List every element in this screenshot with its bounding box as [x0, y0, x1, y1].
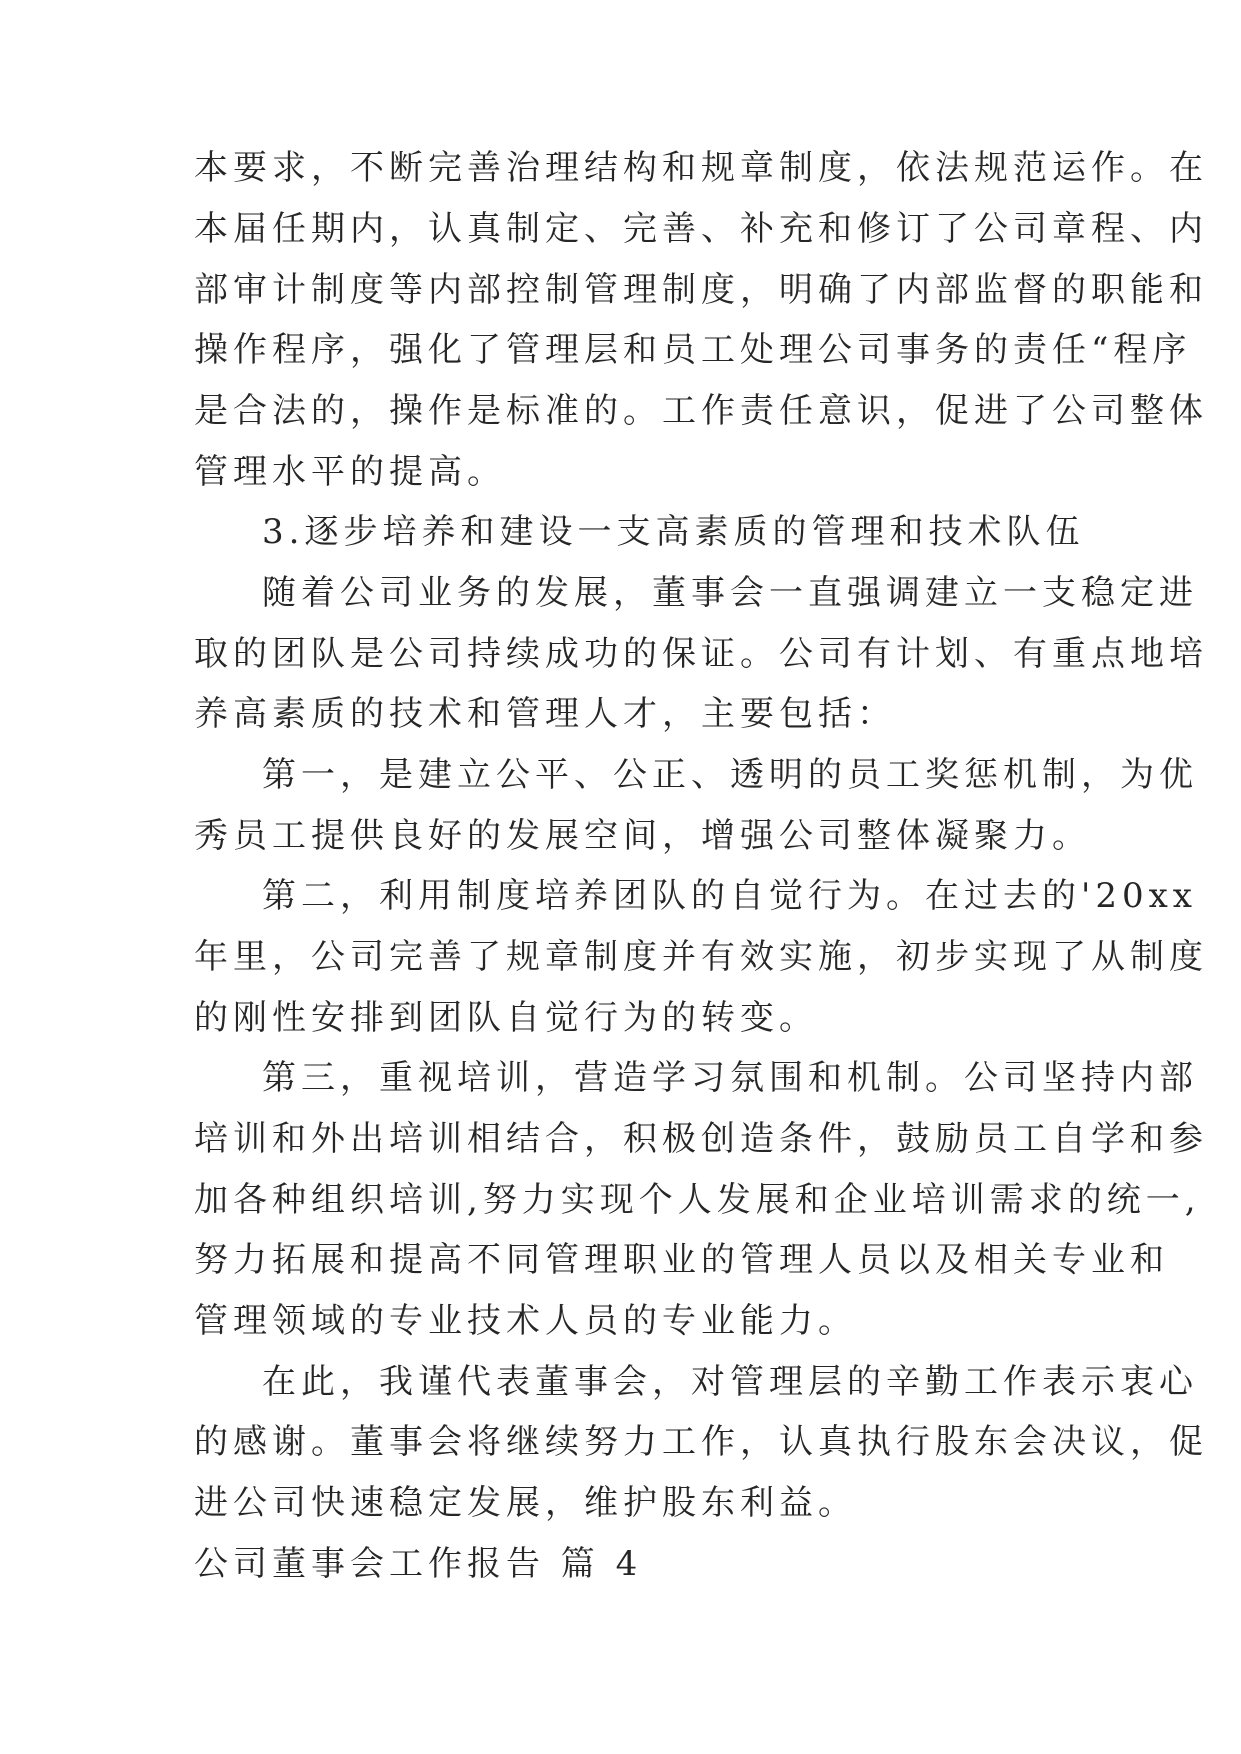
text-line-1: 本要求，不断完善治理结构和规章制度，依法规范运作。在: [194, 148, 1208, 188]
text-line-13: 第二，利用制度培养团队的自觉行为。在过去的'20xx: [262, 876, 1197, 916]
text-line-11: 第一，是建立公平、公正、透明的员工奖惩机制，为优: [262, 755, 1198, 795]
text-line-8: 随着公司业务的发展，董事会一直强调建立一支稳定进: [262, 573, 1198, 613]
report-title: 公司董事会工作报告 篇 4: [194, 1544, 643, 1584]
text-line-15: 的刚性安排到团队自觉行为的转变。: [194, 998, 818, 1038]
text-line-23: 进公司快速稳定发展，维护股东利益。: [194, 1483, 857, 1523]
text-line-9: 取的团队是公司持续成功的保证。公司有计划、有重点地培: [194, 634, 1208, 674]
text-line-3: 部审计制度等内部控制管理制度，明确了内部监督的职能和: [194, 270, 1208, 310]
text-line-16: 第三，重视培训，营造学习氛围和机制。公司坚持内部: [262, 1058, 1198, 1098]
text-line-18: 加各种组织培训,努力实现个人发展和企业培训需求的统一,: [194, 1180, 1201, 1220]
text-line-22: 的感谢。董事会将继续努力工作，认真执行股东会决议，促: [194, 1422, 1208, 1462]
text-line-5: 是合法的，操作是标准的。工作责任意识，促进了公司整体: [194, 391, 1208, 431]
text-line-10: 养高素质的技术和管理人才，主要包括：: [194, 694, 896, 734]
text-line-4: 操作程序，强化了管理层和员工处理公司事务的责任“程序: [194, 330, 1192, 370]
text-line-17: 培训和外出培训相结合，积极创造条件，鼓励员工自学和参: [194, 1119, 1208, 1159]
text-line-2: 本届任期内，认真制定、完善、补充和修订了公司章程、内: [194, 209, 1208, 249]
text-line-14: 年里，公司完善了规章制度并有效实施，初步实现了从制度: [194, 937, 1208, 977]
text-line-20: 管理领域的专业技术人员的专业能力。: [194, 1301, 857, 1341]
text-line-6: 管理水平的提高。: [194, 452, 506, 492]
section-heading: 3.逐步培养和建设一支高素质的管理和技术队伍: [262, 512, 1085, 552]
text-line-12: 秀员工提供良好的发展空间，增强公司整体凝聚力。: [194, 816, 1091, 856]
text-line-21: 在此，我谨代表董事会，对管理层的辛勤工作表示衷心: [262, 1362, 1198, 1402]
text-line-19: 努力拓展和提高不同管理职业的管理人员以及相关专业和: [194, 1240, 1169, 1280]
